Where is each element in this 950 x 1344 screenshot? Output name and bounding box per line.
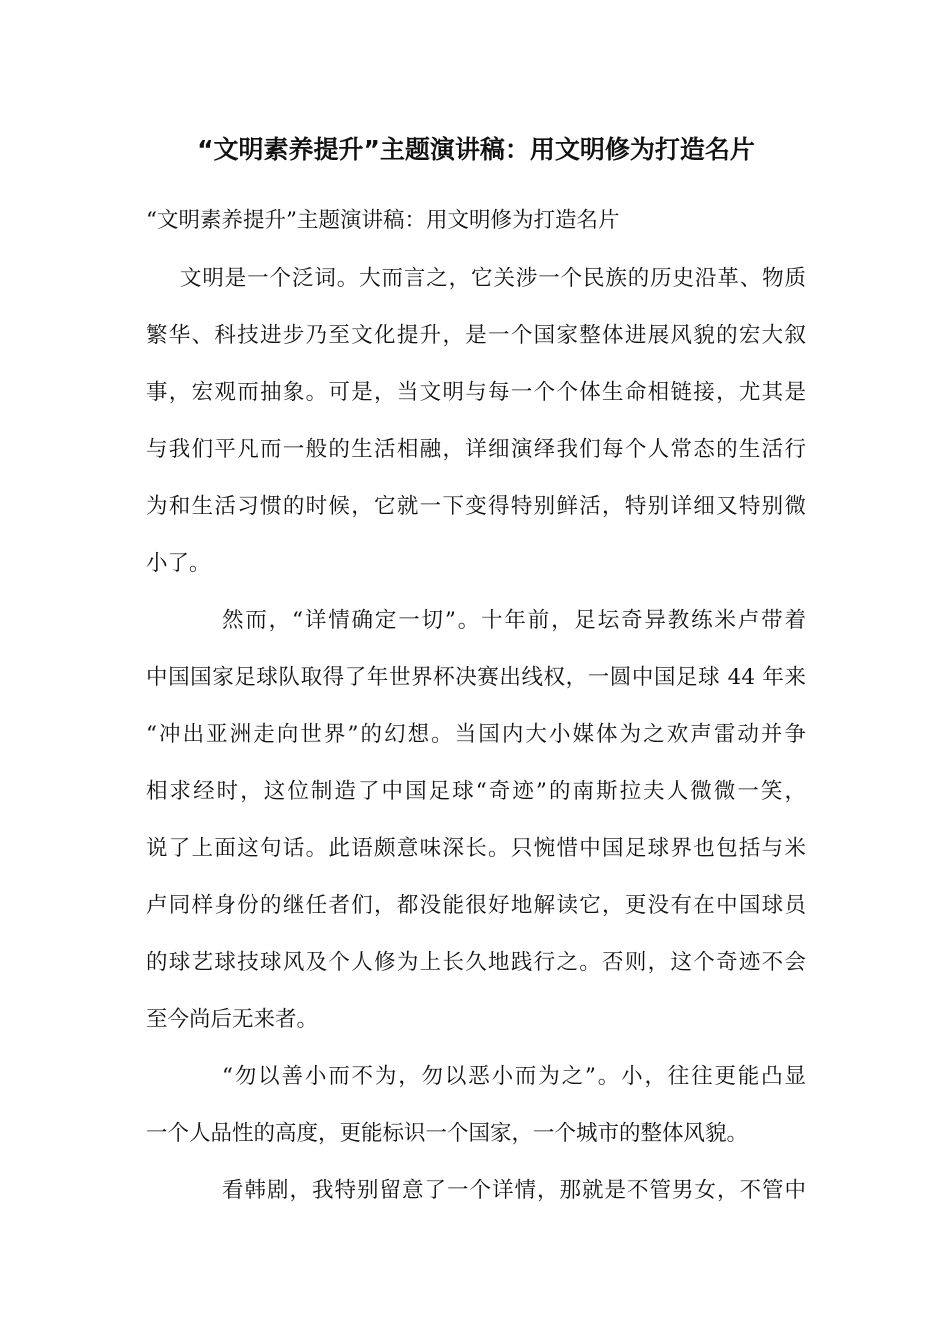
- paragraph-line: “冲出亚洲走向世界”的幻想。当国内大小媒体为之欢声雷动并争: [146, 722, 806, 747]
- paragraph-line: 相求经时，这位制造了中国足球“奇迹”的南斯拉夫人微微一笑，: [146, 779, 806, 804]
- paragraph-line: 看韩剧，我特别留意了一个详情，那就是不管男女，不管中: [222, 1178, 806, 1203]
- paragraph-line: 与我们平凡而一般的生活相融，详细演绎我们每个人常态的生活行: [146, 437, 806, 462]
- paragraph-line: 文明是一个泛词。大而言之，它关涉一个民族的历史沿革、物质: [180, 266, 806, 291]
- document-title: “文明素养提升”主题演讲稿：用文明修为打造名片: [197, 135, 755, 164]
- paragraph-line: 事，宏观而抽象。可是，当文明与每一个个体生命相链接，尤其是: [146, 380, 806, 405]
- paragraph-line: 至今尚后无来者。: [146, 1007, 319, 1032]
- paragraph-line: 中国国家足球队取得了年世界杯决赛出线权，一圆中国足球 44 年来: [146, 665, 806, 690]
- paragraph-line: 小了。: [146, 551, 211, 576]
- paragraph-line: 一个人品性的高度，更能标识一个国家，一个城市的整体风貌。: [146, 1121, 749, 1146]
- paragraph-line: 的球艺球技球风及个人修为上长久地践行之。否则，这个奇迹不会: [146, 950, 806, 975]
- paragraph-line: 卢同样身份的继任者们，都没能很好地解读它，更没有在中国球员: [146, 893, 806, 918]
- paragraph-line: 繁华、科技进步乃至文化提升，是一个国家整体进展风貌的宏大叙: [146, 323, 806, 348]
- paragraph-line: 说了上面这句话。此语颇意味深长。只惋惜中国足球界也包括与米: [146, 836, 806, 861]
- document-subtitle: “文明素养提升”主题演讲稿：用文明修为打造名片: [146, 208, 620, 233]
- paragraph-line: “勿以善小而不为，勿以恶小而为之”。小，往往更能凸显: [222, 1064, 806, 1089]
- paragraph-line: 然而，“详情确定一切”。十年前，足坛奇异教练米卢带着: [222, 608, 806, 633]
- paragraph-line: 为和生活习惯的时候，它就一下变得特别鲜活，特别详细又特别微: [146, 494, 806, 519]
